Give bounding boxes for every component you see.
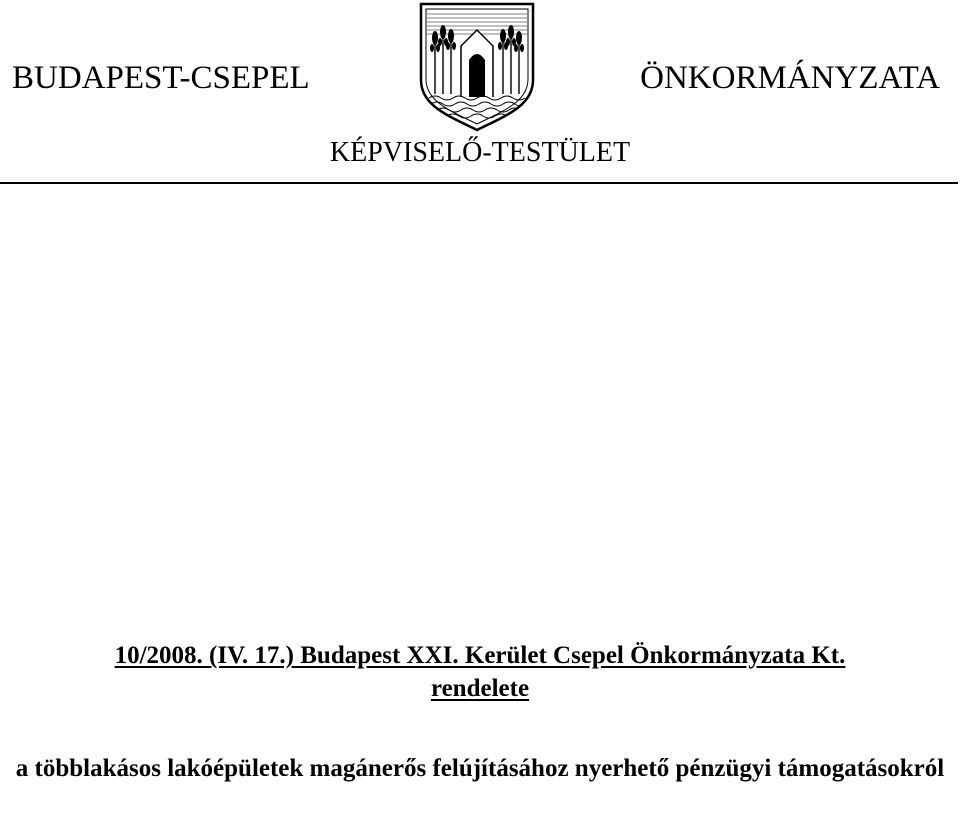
header-right-title: ÖNKORMÁNYZATA: [640, 60, 940, 96]
decree-type-line: rendelete: [430, 675, 530, 702]
decree-number-line: 10/2008. (IV. 17.) Budapest XXI. Kerület Csepel Önkormányzata Kt.: [114, 642, 846, 669]
header-divider: [0, 182, 958, 184]
coat-of-arms-icon: [417, 2, 537, 132]
decree-subject: a többlakásos lakóépületek magánerős felújításához nyerhető pénzügyi támogatásokról: [15, 755, 945, 782]
header-left-title: BUDAPEST-CSEPEL: [12, 60, 310, 96]
council-subtitle: KÉPVISELŐ-TESTÜLET: [329, 137, 631, 168]
